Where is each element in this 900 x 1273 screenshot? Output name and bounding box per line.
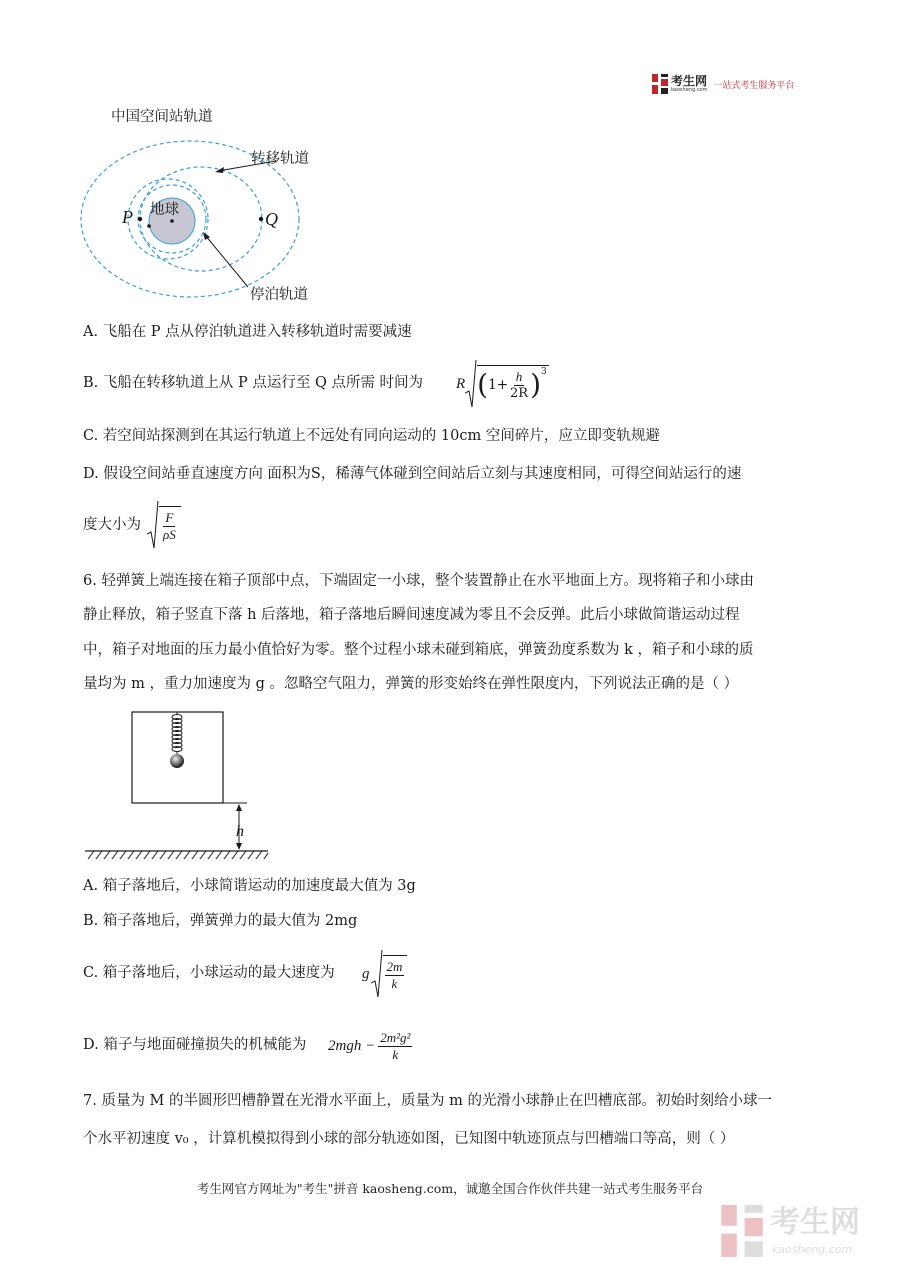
formula-fraction (385, 959, 405, 992)
point-p-dot (138, 217, 142, 221)
q7-stem-line1: 7. 质量为 M 的半圆形凹槽静置在光滑水平面上，质量为 m 的光滑小球静止在凹槽底部。初始时刻给小球一 (83, 1093, 772, 1109)
page-footer: 考生网官方网址为"考生"拼音 kaosheng.com，诚邀全国合作伙伴共建一站式考生服务平台 (196, 1181, 704, 1196)
sqrt-icon (371, 949, 383, 999)
label-q: Q (265, 209, 278, 229)
q5-option-a: A. 飞船在 P 点从停泊轨道进入转移轨道时需要减速 (83, 324, 412, 340)
label-p: P (122, 207, 133, 227)
formula-one-plus: 1+ (488, 377, 509, 393)
fraction-numerator: F (165, 509, 174, 525)
fraction-denominator: ρS (163, 526, 176, 542)
height-arrow-up (236, 804, 242, 811)
watermark (720, 1205, 890, 1259)
box-spring-diagram (80, 705, 280, 865)
q5-d-formula (147, 498, 181, 552)
ball (170, 754, 184, 768)
q6-d-formula (328, 1021, 412, 1071)
label-h: h (236, 823, 244, 840)
watermark-name: 考生网 (770, 1205, 860, 1240)
formula-prefix: 2mgh − (328, 1037, 376, 1054)
parking-arrow (205, 235, 248, 287)
q5-option-d: D. 假设空间站垂直速度方向 面积为S，稀薄气体碰到空间站后立刻与其速度相同，可得空间站运行的速 (83, 466, 742, 482)
fraction-denominator: 2R (510, 385, 529, 401)
watermark-url: kaosheng.com (772, 1243, 853, 1256)
height-arrow-down (236, 843, 242, 850)
q7-stem-line2: 个水平初速度 v₀ ，计算机模拟得到小球的部分轨迹如图，已知图中轨迹顶点与凹槽端口等高，则（ ） (83, 1131, 735, 1147)
q5-option-d-cont: 度大小为 (83, 517, 141, 533)
header-logo (652, 72, 794, 96)
fig5-title: 中国空间站轨道 (111, 109, 213, 125)
fraction-numerator: 2m²g² (380, 1029, 411, 1045)
q6-option-b: B. 箱子落地后，弹簧弹力的最大值为 2mg (83, 913, 358, 929)
kaosheng-logo-icon (652, 74, 668, 94)
formula-r: R (456, 375, 466, 392)
earth-center-dot (147, 224, 151, 228)
q6-c-formula (362, 947, 407, 1001)
label-earth: 地球 (150, 202, 179, 218)
fraction-denominator: k (391, 975, 398, 991)
q5-b-formula: R ( 1+ $\frac{h}{2R}$ ) $^3$ (456, 356, 549, 412)
sqrt-icon (465, 359, 477, 409)
formula-exponent: 3 (541, 366, 547, 377)
fraction-numerator: h (515, 368, 523, 384)
orbit-diagram (70, 125, 360, 310)
label-parking: 停泊轨道 (250, 287, 308, 303)
q6-stem-line4: 量均为 m ，重力加速度为 g 。忽略空气阻力，弹簧的形变始终在弹性限度内，下列说法正确的是（ ） (83, 676, 739, 692)
q6-option-d: D. 箱子与地面碰撞损失的机械能为 (83, 1037, 307, 1053)
formula-fraction (378, 1030, 412, 1063)
q6-stem-line1: 6. 轻弹簧上端连接在箱子顶部中点，下端固定一小球，整个装置静止在水平地面上方。现将箱子和小球由 (83, 573, 754, 589)
parking-arrowhead (203, 232, 210, 240)
sqrt-icon (147, 500, 159, 550)
q5-option-b: B. 飞船在转移轨道上从 P 点运行至 Q 点所需 时间为 (83, 375, 424, 391)
fraction-denominator: k (392, 1046, 399, 1062)
q6-stem-line2: 静止释放，箱子竖直下落 h 后落地，箱子落地后瞬间速度减为零且不会反弹。此后小球做简谐运动过程 (83, 607, 740, 623)
q6-option-a: A. 箱子落地后，小球简谐运动的加速度最大值为 3g (83, 878, 416, 894)
logo-slogan: 一站式考生服务平台 (713, 80, 795, 91)
q6-option-c: C. 箱子落地后，小球运动的最大速度为 (83, 965, 335, 981)
watermark-logo-icon (720, 1205, 764, 1257)
logo-url: kaosheng.com (671, 87, 708, 93)
point-q-dot (259, 217, 263, 221)
logo-name: 考生网 (671, 74, 708, 88)
formula-fraction (161, 510, 178, 543)
spring-icon (172, 712, 182, 754)
label-transfer: 转移轨道 (251, 151, 309, 167)
formula-fraction (508, 369, 530, 402)
ground-hatch (88, 851, 268, 859)
q5-option-c: C. 若空间站探测到在其运行轨道上不远处有同向运动的 10cm 空间碎片，应立即变轨规避 (83, 428, 660, 444)
transfer-arrowhead (215, 167, 224, 173)
formula-g: g (362, 965, 370, 982)
fraction-numerator: 2m (386, 958, 403, 974)
q6-stem-line3: 中，箱子对地面的压力最小值恰好为零。整个过程小球未碰到箱底，弹簧劲度系数为 k ，箱子和小球的质 (83, 642, 754, 658)
